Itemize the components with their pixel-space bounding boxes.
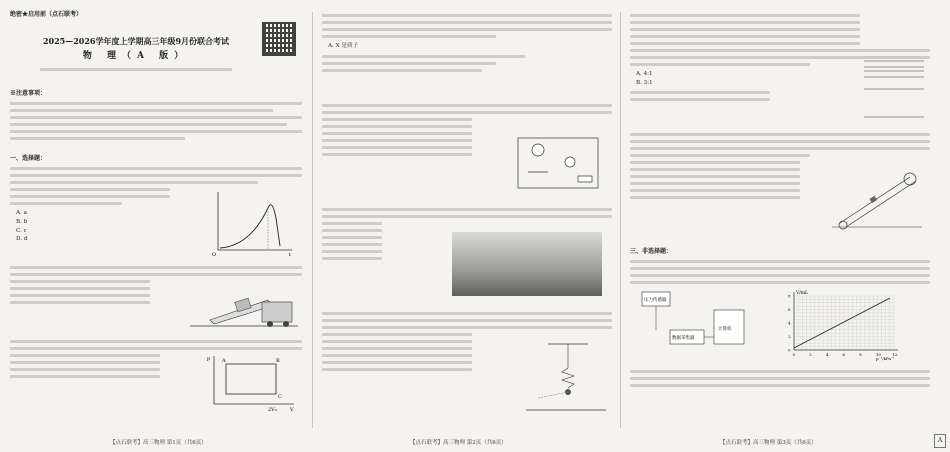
- q1-xt-figure: [210, 188, 296, 258]
- qr-code-icon: [262, 22, 296, 56]
- q11-apparatus-figure: [640, 290, 750, 356]
- q11-x-tick-label: 12: [892, 352, 898, 358]
- page-2-column: [322, 10, 612, 428]
- q11-y-tick-label: 2: [788, 334, 791, 340]
- secret-tag: 绝密★启用前（点石联考）: [10, 11, 83, 18]
- footer-page-2: 【点石联考】高三物理 第2页（共6页）: [410, 440, 507, 446]
- exam-subject: 物 理（A 版）: [82, 50, 190, 61]
- q6-stem-unreadable: [322, 104, 612, 114]
- question-11-figures: [630, 288, 930, 366]
- q6-options-unreadable: [322, 118, 472, 156]
- q1-option-c: C. c: [16, 227, 27, 234]
- question-8-options: [630, 14, 930, 45]
- exam-meta-unreadable: [40, 68, 232, 71]
- question-6: [322, 104, 612, 204]
- question-8: [322, 312, 612, 420]
- q3-point-a: A: [222, 358, 226, 365]
- q1-t-axis-label: t: [289, 252, 292, 259]
- q8-stem-unreadable: [322, 312, 612, 329]
- q9-energy-level-figure: [858, 55, 928, 125]
- q10-conveyor-figure: [826, 163, 926, 233]
- q11-y-tick-label: 4: [788, 320, 791, 326]
- question-9: [630, 49, 930, 129]
- q7-options-unreadable: [322, 222, 382, 260]
- question-2: [10, 266, 302, 336]
- q1-stem-unreadable: [10, 188, 170, 205]
- q6-circuit-figure: [508, 132, 608, 194]
- q8-spring-figure: [518, 338, 608, 418]
- q9-options-unreadable: [630, 91, 770, 101]
- curling-photo: [452, 232, 602, 296]
- q1-option-b: B. b: [16, 218, 28, 225]
- q3-v-axis-label: V: [290, 407, 294, 413]
- q4-stem-unreadable: [322, 14, 612, 38]
- q1-origin-label: O: [212, 252, 217, 259]
- page-3-column: [630, 10, 930, 428]
- section1-heading: 一、选择题：: [10, 154, 47, 162]
- notes-heading: ※注意事项：: [10, 89, 47, 97]
- q11-x-tick-label: 8: [859, 352, 862, 358]
- question-5: [322, 42, 612, 100]
- page-1-column: [10, 10, 302, 428]
- question-4: [322, 14, 612, 38]
- q11-graph-figure: [780, 288, 904, 362]
- q7-stem-unreadable: [322, 208, 612, 218]
- q3-pv-figure: [206, 354, 298, 412]
- q5-options-unreadable: [322, 55, 612, 72]
- q8-continued-unreadable: [630, 14, 860, 45]
- q10-options-unreadable: [630, 161, 800, 199]
- question-1: [10, 188, 302, 262]
- q11-v-axis-label: V/mL: [796, 291, 809, 297]
- q5-option-a: A. X 是质子: [328, 43, 359, 49]
- q3-options-unreadable: [10, 354, 160, 378]
- footer-page-1: 【点石联考】高三物理 第1页（共6页）: [110, 440, 207, 446]
- q11-y-tick-label: 0: [788, 347, 791, 353]
- q9-option-a: A. 4:1: [636, 71, 653, 77]
- q11-x-tick-label: 10: [875, 352, 881, 358]
- question-3: [10, 340, 302, 412]
- q11-x-tick-label: 0: [792, 352, 796, 358]
- q11-x-tick-label: 4: [825, 352, 829, 358]
- column-divider: [312, 12, 313, 428]
- section1-text-unreadable: [10, 167, 302, 184]
- notes-text-unreadable: [10, 102, 302, 140]
- q8-options-unreadable: [322, 333, 472, 371]
- q2-options-unreadable: [10, 280, 150, 304]
- q11-p-axis-label: p⁻¹/kPa⁻¹: [876, 356, 895, 362]
- q3-p-axis-label: p: [207, 356, 211, 363]
- question-7: [322, 208, 612, 308]
- q11-x-tick-label: 2: [809, 352, 812, 358]
- q2-truck-figure: [190, 286, 298, 332]
- q11-collector-label: 数据采集器: [672, 336, 695, 342]
- column-divider: [620, 12, 621, 428]
- q11-x-tick-label: 6: [842, 352, 846, 358]
- q11-questions-unreadable: [630, 370, 930, 387]
- section3-heading: 三、非选择题：: [630, 248, 673, 255]
- q3-point-b: B: [276, 358, 280, 365]
- q11-y-tick-label: 8: [788, 293, 791, 299]
- q11-stem-unreadable: [630, 260, 930, 284]
- q11-sensor-label: 压力传感器: [644, 298, 667, 304]
- q3-point-c: C: [278, 394, 282, 401]
- footer-page-3: 【点石联考】高三物理 第3页（共6页）: [720, 440, 817, 446]
- exam-title: 2025—2026学年度上学期高三年级9月份联合考试: [42, 36, 230, 47]
- q10-stem-unreadable: [630, 133, 930, 157]
- q11-computer-label: 计算机: [718, 327, 732, 333]
- q3-2v0-label: 2V₀: [268, 407, 277, 413]
- q3-stem-unreadable: [10, 340, 302, 350]
- q1-option-a: A. a: [16, 210, 27, 217]
- q9-option-b: B. 3:1: [636, 79, 653, 86]
- question-10: [630, 133, 930, 243]
- page-tab-badge: A: [934, 434, 946, 448]
- q11-y-tick-label: 6: [788, 307, 791, 313]
- q2-stem-unreadable: [10, 266, 302, 276]
- q1-option-d: D. d: [16, 236, 28, 243]
